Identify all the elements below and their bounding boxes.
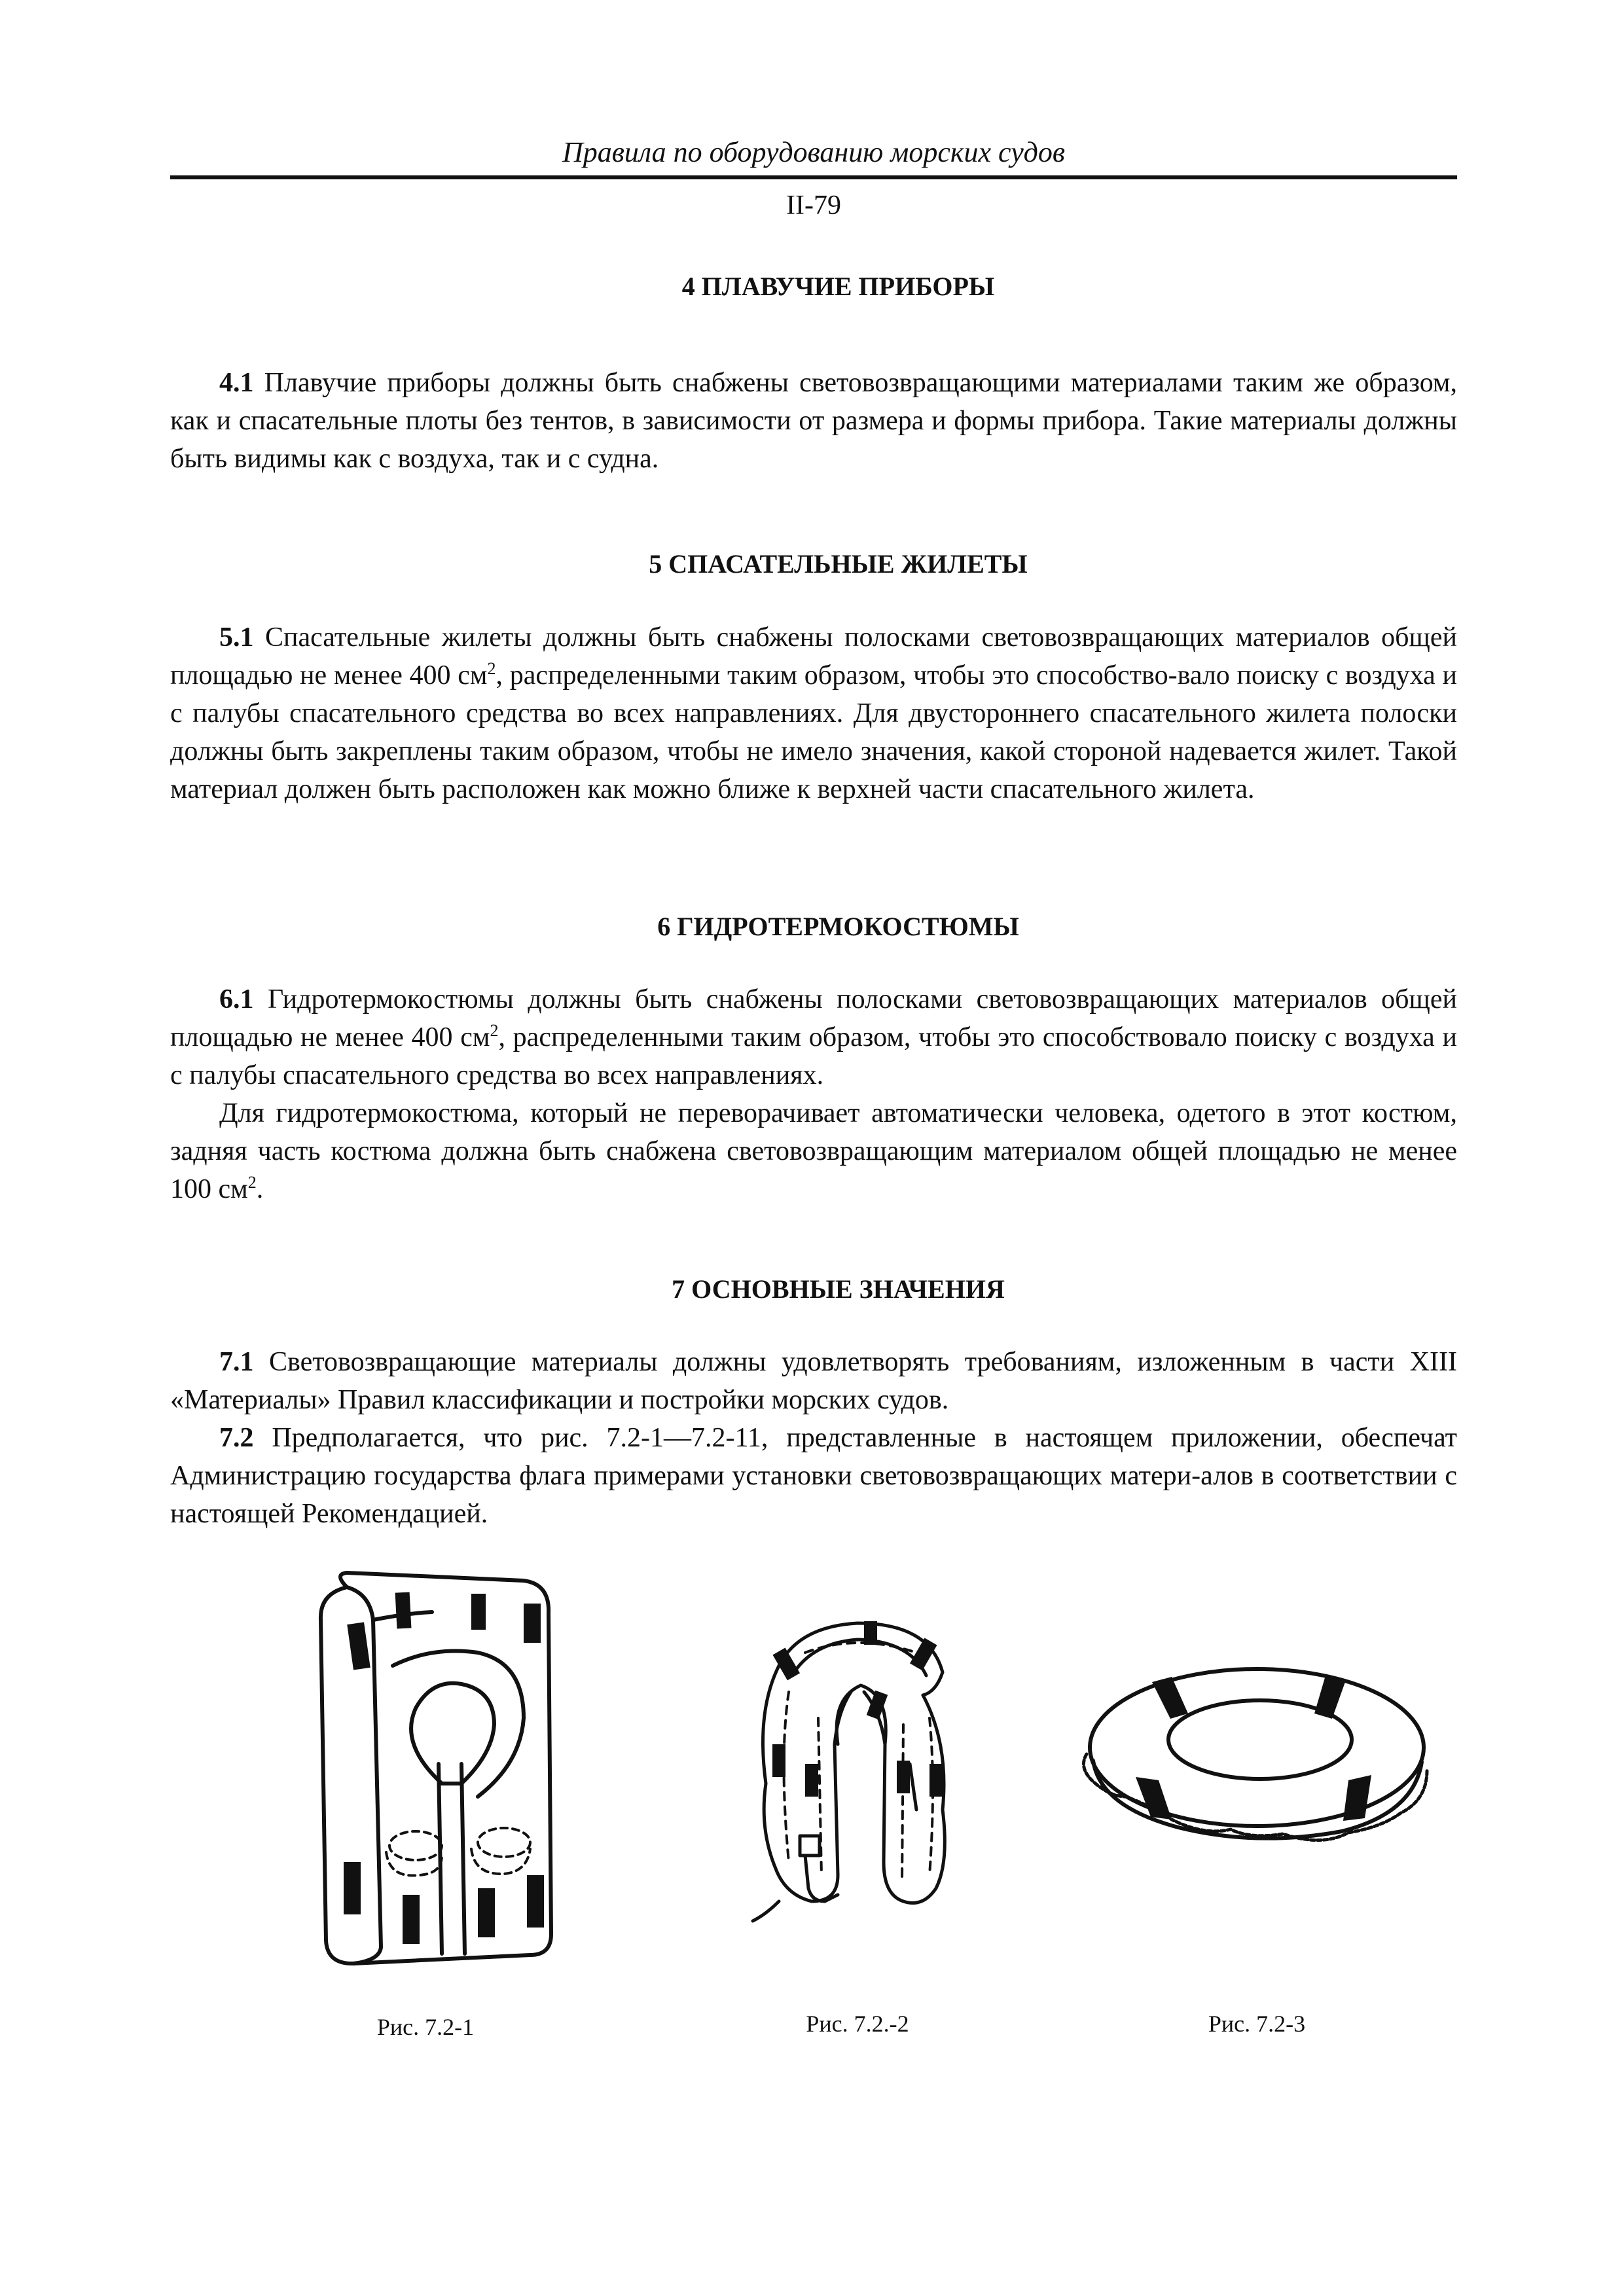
paragraph-number: 4.1 (219, 368, 254, 398)
figure-caption-2: Рис. 7.2.-2 (806, 2011, 909, 2037)
paragraph-text: Для гидротермокостюма, который не переворачивает автоматически человека, одетого в этот костюм, задняя часть костюма должна быть снабжена световозвращающим материалом общей площадью не менее 100 см (170, 1098, 1457, 1204)
paragraph-5-1 (170, 619, 1457, 808)
superscript: 2 (490, 1021, 499, 1040)
life-jacket-icon (308, 1568, 569, 1973)
paragraph-text: Спасательные жилеты должны быть снабжены полосками световозвращающих материалов общей площадью не менее 400 см (170, 622, 1457, 691)
paragraph-number: 7.2 (219, 1423, 254, 1453)
paragraph-text: Плавучие приборы должны быть снабжены световозвращающими материалами таким же образом, как и спасательные плоты без тентов, в зависимости от размера и формы прибора. Такие материалы должны быть видимы как с воздуха, так и с судна. (170, 368, 1457, 474)
paragraph-number: 7.1 (219, 1347, 254, 1377)
paragraph-number: 5.1 (219, 622, 254, 653)
paragraph-text: Гидротермокостюмы должны быть снабжены полосками световозвращающих материалов общей площадью не менее 400 см (170, 984, 1457, 1052)
section-heading-6: 6 ГИДРОТЕРМОКОСТЮМЫ (657, 912, 1019, 941)
paragraph-6-1 (170, 980, 1457, 1094)
paragraph-4-1 (170, 364, 1457, 478)
figure-caption-1: Рис. 7.2-1 (376, 2014, 475, 2040)
superscript: 2 (487, 659, 496, 678)
paragraph-7-1 (170, 1343, 1457, 1419)
paragraph-text: . (256, 1174, 264, 1204)
section-heading-5: 5 СПАСАТЕЛЬНЫЕ ЖИЛЕТЫ (649, 549, 1028, 579)
lifebuoy-icon (1074, 1656, 1440, 1859)
paragraph-text: Световозвращающие материалы должны удовлетворять требованиям, изложенным в части XIII «Материалы» Правил классификации и постройки морских судов. (170, 1347, 1457, 1415)
paragraph-number: 6.1 (219, 984, 254, 1014)
paragraph-6-2 (170, 1094, 1457, 1208)
section-heading-7: 7 ОСНОВНЫЕ ЗНАЧЕНИЯ (672, 1274, 1005, 1304)
section-heading-4: 4 ПЛАВУЧИЕ ПРИБОРЫ (681, 272, 995, 301)
paragraph-text: , распределенными таким образом, чтобы это способствовало поиску с воздуха и с палубы спасательного средства во всех направлениях. (170, 1022, 1457, 1090)
paragraph-text: , распределенными таким образом, чтобы это способство-вало поиску с воздуха и с палубы спасательного средства во всех направлениях. Для двустороннего спасательного жилета полоски должны быть закреплены таким образом, чтобы не имело значения, какой стороной надевается жилет. Такой материал должен быть расположен как можно ближе к верхней части спасательного жилета. (170, 660, 1458, 804)
inflatable-life-jacket-icon (740, 1613, 975, 1934)
header-rule (170, 175, 1457, 179)
page-number: II-79 (786, 190, 841, 221)
paragraph-text: Предполагается, что рис. 7.2-1—7.2-11, представленные в настоящем приложении, обеспечат Администрацию государства флага примерами установки световозвращающих матери-алов в соответствии с настоящей Рекомендацией. (170, 1423, 1457, 1529)
figure-caption-3: Рис. 7.2-3 (1208, 2011, 1306, 2037)
paragraph-7-2 (170, 1419, 1457, 1533)
superscript: 2 (247, 1173, 257, 1192)
header-title: Правила по оборудованию морских судов (562, 136, 1065, 168)
